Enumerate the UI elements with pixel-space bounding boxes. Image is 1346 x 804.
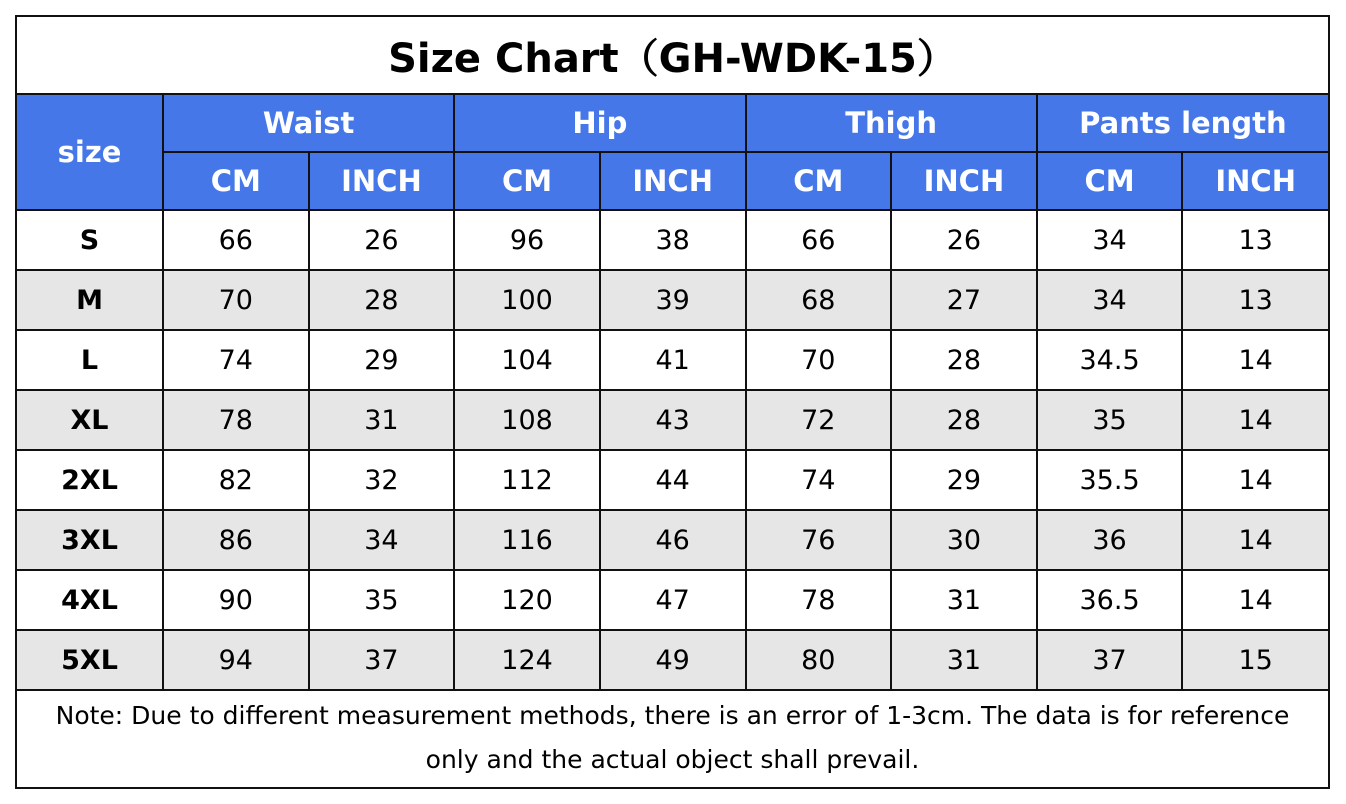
- group-header-waist: Waist: [163, 94, 454, 152]
- size-chart: [15, 15, 1330, 789]
- value-cell: 49: [600, 630, 746, 690]
- value-cell: 90: [163, 570, 309, 630]
- table-row: [17, 630, 1328, 690]
- value-cell: 43: [600, 390, 746, 450]
- value-cell: 26: [891, 210, 1037, 270]
- value-cell: 38: [600, 210, 746, 270]
- value-cell: 31: [309, 390, 455, 450]
- group-header-thigh: Thigh: [746, 94, 1037, 152]
- value-cell: 34.5: [1037, 330, 1183, 390]
- value-cell: 96: [454, 210, 600, 270]
- chart-title: Size Chart（GH-WDK-15）: [17, 17, 1328, 94]
- value-cell: 94: [163, 630, 309, 690]
- group-header-hip: Hip: [454, 94, 745, 152]
- table-row: [17, 270, 1328, 330]
- size-header: size: [17, 94, 163, 210]
- value-cell: 31: [891, 630, 1037, 690]
- unit-header-waist-cm: CM: [163, 152, 309, 210]
- value-cell: 29: [891, 450, 1037, 510]
- value-cell: 35: [309, 570, 455, 630]
- unit-header-pants-length-inch: INCH: [1182, 152, 1328, 210]
- value-cell: 28: [891, 330, 1037, 390]
- value-cell: 104: [454, 330, 600, 390]
- value-cell: 72: [746, 390, 892, 450]
- value-cell: 124: [454, 630, 600, 690]
- value-cell: 14: [1182, 390, 1328, 450]
- value-cell: 66: [163, 210, 309, 270]
- size-cell: 2XL: [17, 450, 163, 510]
- unit-header-waist-inch: INCH: [309, 152, 455, 210]
- value-cell: 74: [163, 330, 309, 390]
- table-row: [17, 330, 1328, 390]
- value-cell: 35: [1037, 390, 1183, 450]
- value-cell: 82: [163, 450, 309, 510]
- size-cell: S: [17, 210, 163, 270]
- table-row: [17, 510, 1328, 570]
- value-cell: 34: [1037, 210, 1183, 270]
- value-cell: 28: [309, 270, 455, 330]
- value-cell: 27: [891, 270, 1037, 330]
- value-cell: 78: [746, 570, 892, 630]
- unit-header-thigh-cm: CM: [746, 152, 892, 210]
- value-cell: 74: [746, 450, 892, 510]
- disclaimer-note: Note: Due to different measurement methods, there is an error of 1-3cm. The data is for reference only and the actual object shall prevail.: [17, 690, 1328, 785]
- value-cell: 31: [891, 570, 1037, 630]
- table-row: [17, 390, 1328, 450]
- value-cell: 35.5: [1037, 450, 1183, 510]
- unit-header-hip-inch: INCH: [600, 152, 746, 210]
- value-cell: 100: [454, 270, 600, 330]
- value-cell: 13: [1182, 270, 1328, 330]
- value-cell: 28: [891, 390, 1037, 450]
- value-cell: 37: [309, 630, 455, 690]
- value-cell: 30: [891, 510, 1037, 570]
- value-cell: 14: [1182, 330, 1328, 390]
- value-cell: 112: [454, 450, 600, 510]
- value-cell: 26: [309, 210, 455, 270]
- value-cell: 14: [1182, 570, 1328, 630]
- value-cell: 66: [746, 210, 892, 270]
- size-cell: 4XL: [17, 570, 163, 630]
- size-cell: L: [17, 330, 163, 390]
- table-row: [17, 210, 1328, 270]
- value-cell: 41: [600, 330, 746, 390]
- value-cell: 32: [309, 450, 455, 510]
- value-cell: 46: [600, 510, 746, 570]
- value-cell: 76: [746, 510, 892, 570]
- value-cell: 120: [454, 570, 600, 630]
- value-cell: 78: [163, 390, 309, 450]
- value-cell: 36: [1037, 510, 1183, 570]
- value-cell: 37: [1037, 630, 1183, 690]
- unit-header-hip-cm: CM: [454, 152, 600, 210]
- value-cell: 47: [600, 570, 746, 630]
- value-cell: 70: [163, 270, 309, 330]
- value-cell: 15: [1182, 630, 1328, 690]
- value-cell: 34: [1037, 270, 1183, 330]
- value-cell: 116: [454, 510, 600, 570]
- value-cell: 14: [1182, 510, 1328, 570]
- value-cell: 36.5: [1037, 570, 1183, 630]
- value-cell: 108: [454, 390, 600, 450]
- group-header-pants-length: Pants length: [1037, 94, 1328, 152]
- value-cell: 29: [309, 330, 455, 390]
- table-row: [17, 450, 1328, 510]
- size-cell: 3XL: [17, 510, 163, 570]
- size-cell: 5XL: [17, 630, 163, 690]
- value-cell: 34: [309, 510, 455, 570]
- value-cell: 13: [1182, 210, 1328, 270]
- unit-header-thigh-inch: INCH: [891, 152, 1037, 210]
- value-cell: 80: [746, 630, 892, 690]
- value-cell: 14: [1182, 450, 1328, 510]
- value-cell: 86: [163, 510, 309, 570]
- unit-header-pants-length-cm: CM: [1037, 152, 1183, 210]
- size-chart-table: [17, 17, 1328, 785]
- value-cell: 44: [600, 450, 746, 510]
- value-cell: 70: [746, 330, 892, 390]
- value-cell: 68: [746, 270, 892, 330]
- table-row: [17, 570, 1328, 630]
- value-cell: 39: [600, 270, 746, 330]
- size-cell: M: [17, 270, 163, 330]
- size-cell: XL: [17, 390, 163, 450]
